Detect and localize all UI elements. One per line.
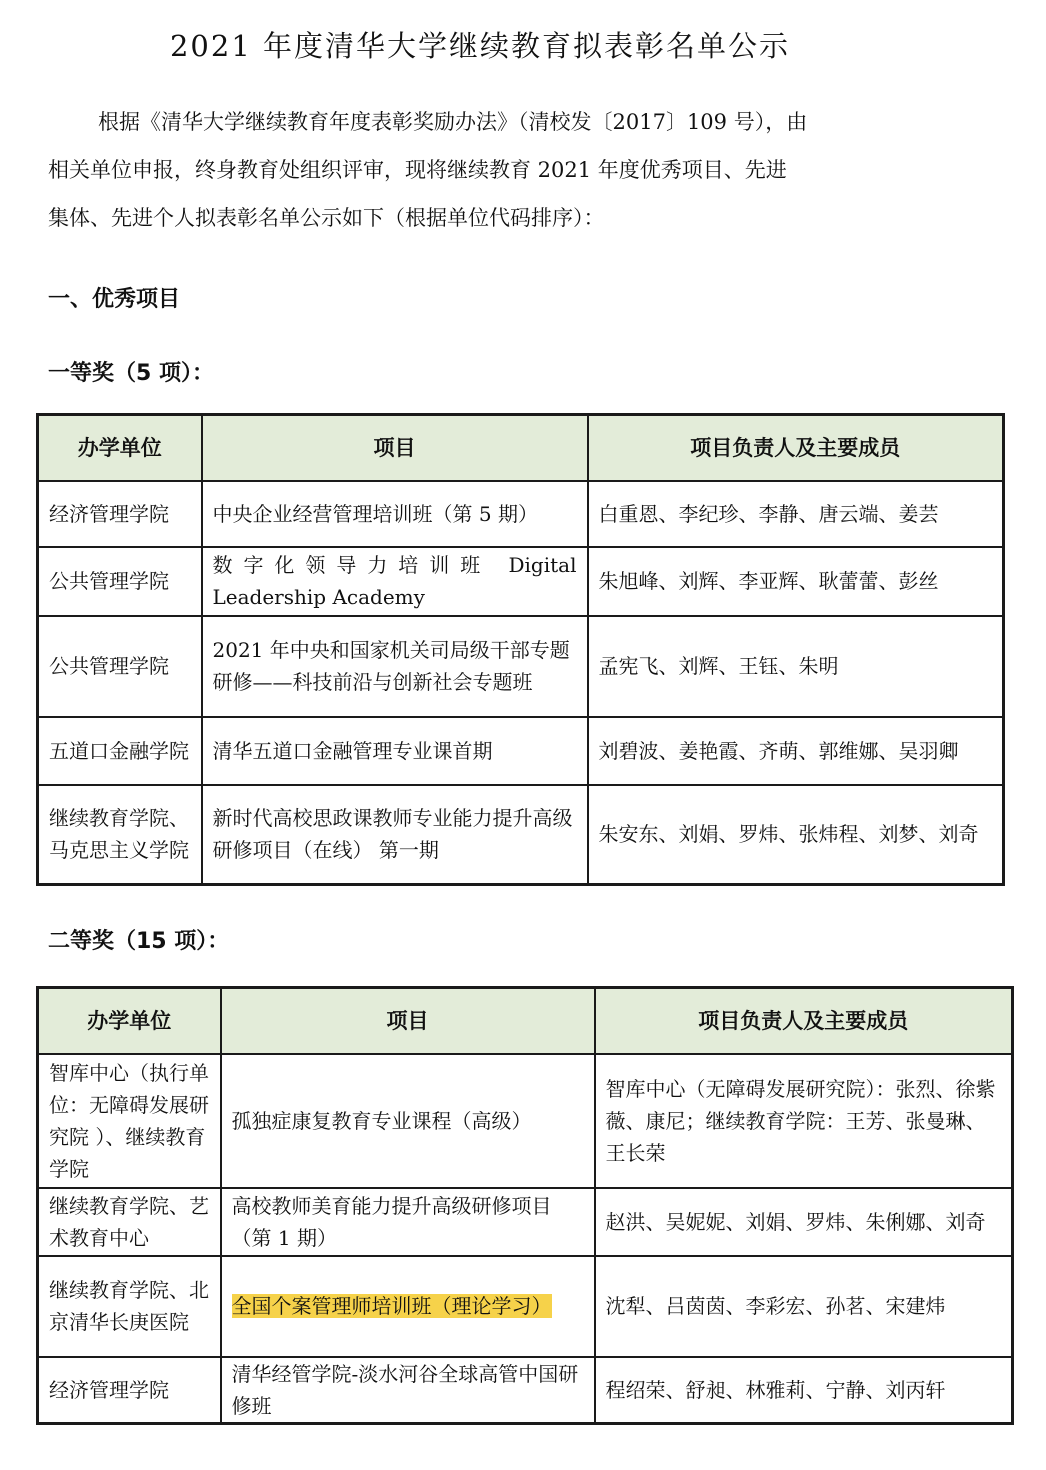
first-prize-table bbox=[36, 413, 1005, 886]
second-prize-table bbox=[36, 986, 1014, 1425]
intro-paragraph bbox=[48, 98, 928, 242]
column-header-unit: 办学单位 bbox=[38, 415, 202, 481]
column-header-unit: 办学单位 bbox=[38, 988, 221, 1054]
table-row bbox=[38, 481, 1004, 547]
table-row bbox=[38, 616, 1004, 717]
intro-line-2: 相关单位申报，终身教育处组织评审，现将继续教育 2021 年度优秀项目、先进 bbox=[48, 158, 787, 182]
column-header-members: 项目负责人及主要成员 bbox=[588, 415, 1004, 481]
unit-cell: 继续教育学院、艺术教育中心 bbox=[38, 1188, 221, 1256]
project-cell: 中央企业经营管理培训班（第 5 期） bbox=[202, 481, 588, 547]
column-header-members: 项目负责人及主要成员 bbox=[595, 988, 1013, 1054]
table-row bbox=[38, 717, 1004, 785]
project-cell: 新时代高校思政课教师专业能力提升高级研修项目（在线） 第一期 bbox=[202, 785, 588, 885]
column-header-project: 项目 bbox=[202, 415, 588, 481]
project-cell: 清华五道口金融管理专业课首期 bbox=[202, 717, 588, 785]
table-header-row bbox=[38, 988, 1013, 1054]
unit-cell: 继续教育学院、马克思主义学院 bbox=[38, 785, 202, 885]
unit-cell: 五道口金融学院 bbox=[38, 717, 202, 785]
members-cell: 朱旭峰、刘辉、李亚辉、耿蕾蕾、彭丝 bbox=[588, 547, 1004, 616]
unit-cell: 公共管理学院 bbox=[38, 547, 202, 616]
project-cell: 孤独症康复教育专业课程（高级） bbox=[221, 1054, 595, 1188]
table-row bbox=[38, 785, 1004, 885]
unit-cell: 经济管理学院 bbox=[38, 1357, 221, 1424]
members-cell: 沈犁、吕茵茵、李彩宏、孙茗、宋建炜 bbox=[595, 1256, 1013, 1357]
column-header-project: 项目 bbox=[221, 988, 595, 1054]
members-cell: 赵洪、吴妮妮、刘娟、罗炜、朱俐娜、刘奇 bbox=[595, 1188, 1013, 1256]
table-row bbox=[38, 1054, 1013, 1188]
table-header-row bbox=[38, 415, 1004, 481]
project-cell: 2021 年中央和国家机关司局级干部专题研修——科技前沿与创新社会专题班 bbox=[202, 616, 588, 717]
unit-cell: 经济管理学院 bbox=[38, 481, 202, 547]
table-row bbox=[38, 1188, 1013, 1256]
members-cell: 程绍荣、舒昶、林雅莉、宁静、刘丙轩 bbox=[595, 1357, 1013, 1424]
intro-line-1: 根据《清华大学继续教育年度表彰奖励办法》（清校发〔2017〕109 号），由 bbox=[98, 110, 808, 134]
document-title: 2021 年度清华大学继续教育拟表彰名单公示 bbox=[169, 29, 791, 63]
unit-cell: 继续教育学院、北京清华长庚医院 bbox=[38, 1256, 221, 1357]
intro-line-3: 集体、先进个人拟表彰名单公示如下（根据单位代码排序）： bbox=[48, 206, 605, 230]
table-row bbox=[38, 1357, 1013, 1424]
members-cell: 朱安东、刘娟、罗炜、张炜程、刘梦、刘奇 bbox=[588, 785, 1004, 885]
highlighted-project-text: 全国个案管理师培训班（理论学习） bbox=[231, 1294, 552, 1318]
project-cell-line-1: 数字化领导力培训班 Digital bbox=[212, 553, 577, 577]
unit-cell: 智库中心（执行单位：无障碍发展研究院 ）、继续教育学院 bbox=[38, 1054, 221, 1188]
section-heading-excellent-projects: 一、优秀项目 bbox=[48, 287, 181, 312]
project-cell bbox=[202, 547, 588, 616]
table-row bbox=[38, 1256, 1013, 1357]
members-cell: 智库中心（无障碍发展研究院）：张烈、徐紫薇、康尼；继续教育学院：王芳、张曼琳、王长荣 bbox=[595, 1054, 1013, 1188]
members-cell: 孟宪飞、刘辉、王钰、朱明 bbox=[588, 616, 1004, 717]
project-cell: 清华经管学院-淡水河谷全球高管中国研修班 bbox=[221, 1357, 595, 1424]
members-cell: 刘碧波、姜艳霞、齐萌、郭维娜、吴羽卿 bbox=[588, 717, 1004, 785]
table-row bbox=[38, 547, 1004, 616]
project-cell-line-2: Leadership Academy bbox=[212, 585, 425, 609]
first-prize-heading: 一等奖（5 项）： bbox=[48, 361, 214, 386]
members-cell: 白重恩、李纪珍、李静、唐云端、姜芸 bbox=[588, 481, 1004, 547]
project-cell bbox=[221, 1256, 595, 1357]
project-cell: 高校教师美育能力提升高级研修项目（第 1 期） bbox=[221, 1188, 595, 1256]
second-prize-heading: 二等奖（15 项）： bbox=[48, 929, 230, 954]
unit-cell: 公共管理学院 bbox=[38, 616, 202, 717]
